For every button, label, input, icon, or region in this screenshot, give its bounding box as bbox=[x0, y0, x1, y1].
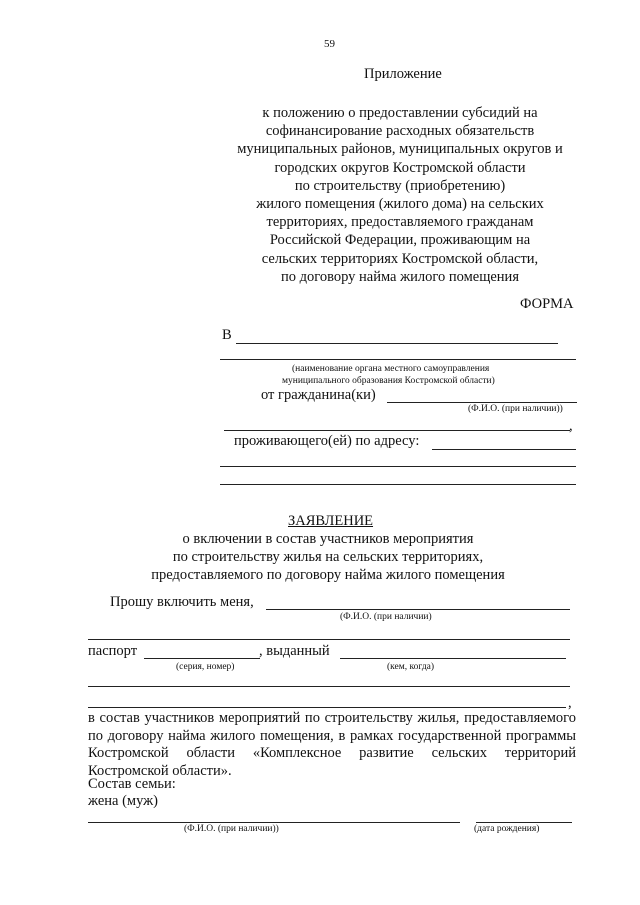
spouse-label: жена (муж) bbox=[88, 793, 158, 809]
issuer-caption: (кем, когда) bbox=[387, 662, 435, 672]
citizen-fio-field[interactable] bbox=[387, 402, 577, 403]
statement-title: ЗАЯВЛЕНИЕ bbox=[288, 513, 374, 529]
appendix-line: сельских территориях Костромской области, bbox=[261, 250, 539, 267]
appendix-line: Российской Федерации, проживающим на bbox=[269, 232, 531, 249]
statement-paragraph: в состав участников мероприятий по строительству жилья, предоставляемого по договору найма жилого помещения, в рамках государственной программы Костромской области «Комплексное развитие сельских территорий Костромской области». bbox=[88, 710, 576, 779]
authority-caption: муниципального образования Костромской области) bbox=[282, 376, 495, 386]
series-caption: (серия, номер) bbox=[176, 662, 235, 672]
subtitle-line: по строительству жилья на сельских территориях, bbox=[172, 549, 484, 565]
authority-caption: (наименование органа местного самоуправления bbox=[292, 364, 490, 374]
statement-subtitle bbox=[80, 530, 576, 584]
appendix-line: городских округов Костромской области bbox=[274, 159, 526, 176]
from-label: от гражданина(ки) bbox=[261, 387, 376, 403]
address-label: проживающего(ей) по адресу: bbox=[234, 433, 420, 449]
appendix-line: муниципальных районов, муниципальных округов и bbox=[237, 141, 563, 158]
citizen-fio-caption: (Ф.И.О. (при наличии)) bbox=[468, 404, 563, 414]
form-label: ФОРМА bbox=[520, 296, 574, 312]
birth-date-caption: (дата рождения) bbox=[474, 824, 540, 834]
address-field-2[interactable] bbox=[220, 466, 576, 467]
to-prefix: В bbox=[222, 327, 232, 343]
authority-field[interactable] bbox=[236, 343, 558, 344]
appendix-line: жилого помещения (жилого дома) на сельских bbox=[256, 196, 544, 213]
appendix-title: Приложение bbox=[364, 66, 442, 82]
subtitle-line: о включении в состав участников мероприятия bbox=[182, 531, 474, 547]
family-label: Состав семьи: bbox=[88, 776, 176, 792]
appendix-line: по договору найма жилого помещения bbox=[281, 268, 519, 285]
comma: , bbox=[568, 695, 572, 711]
spouse-fio-field[interactable] bbox=[88, 822, 460, 823]
request-label: Прошу включить меня, bbox=[110, 594, 254, 610]
appendix-line: по строительству (приобретению) bbox=[294, 177, 506, 194]
passport-issuer-field[interactable] bbox=[340, 658, 566, 659]
appendix-line: территориях, предоставляемого гражданам bbox=[266, 214, 534, 231]
appendix-line: к положению о предоставлении субсидий на bbox=[262, 105, 538, 121]
passport-label: паспорт bbox=[88, 643, 138, 659]
passport-number-field[interactable] bbox=[144, 658, 260, 659]
spouse-birth-date-field[interactable] bbox=[476, 822, 572, 823]
address-field[interactable] bbox=[432, 449, 576, 450]
page-number: 59 bbox=[324, 38, 335, 50]
appendix-block bbox=[220, 104, 580, 286]
applicant-fio-field[interactable] bbox=[266, 609, 570, 610]
citizen-fio-field-2[interactable] bbox=[224, 430, 570, 431]
address-field-3[interactable] bbox=[220, 484, 576, 485]
subtitle-line: предоставляемого по договору найма жилого помещения bbox=[151, 567, 505, 583]
appendix-line: софинансирование расходных обязательств bbox=[265, 123, 535, 140]
applicant-fio-caption: (Ф.И.О. (при наличии) bbox=[340, 612, 432, 622]
spouse-fio-caption: (Ф.И.О. (при наличии)) bbox=[184, 824, 279, 834]
comma: , bbox=[569, 418, 573, 434]
passport-issuer-field-2[interactable] bbox=[88, 686, 570, 687]
passport-issuer-field-3[interactable] bbox=[88, 707, 566, 708]
applicant-fio-field-2[interactable] bbox=[88, 639, 570, 640]
authority-field-2[interactable] bbox=[220, 359, 576, 360]
issued-label: , выданный bbox=[259, 643, 330, 659]
